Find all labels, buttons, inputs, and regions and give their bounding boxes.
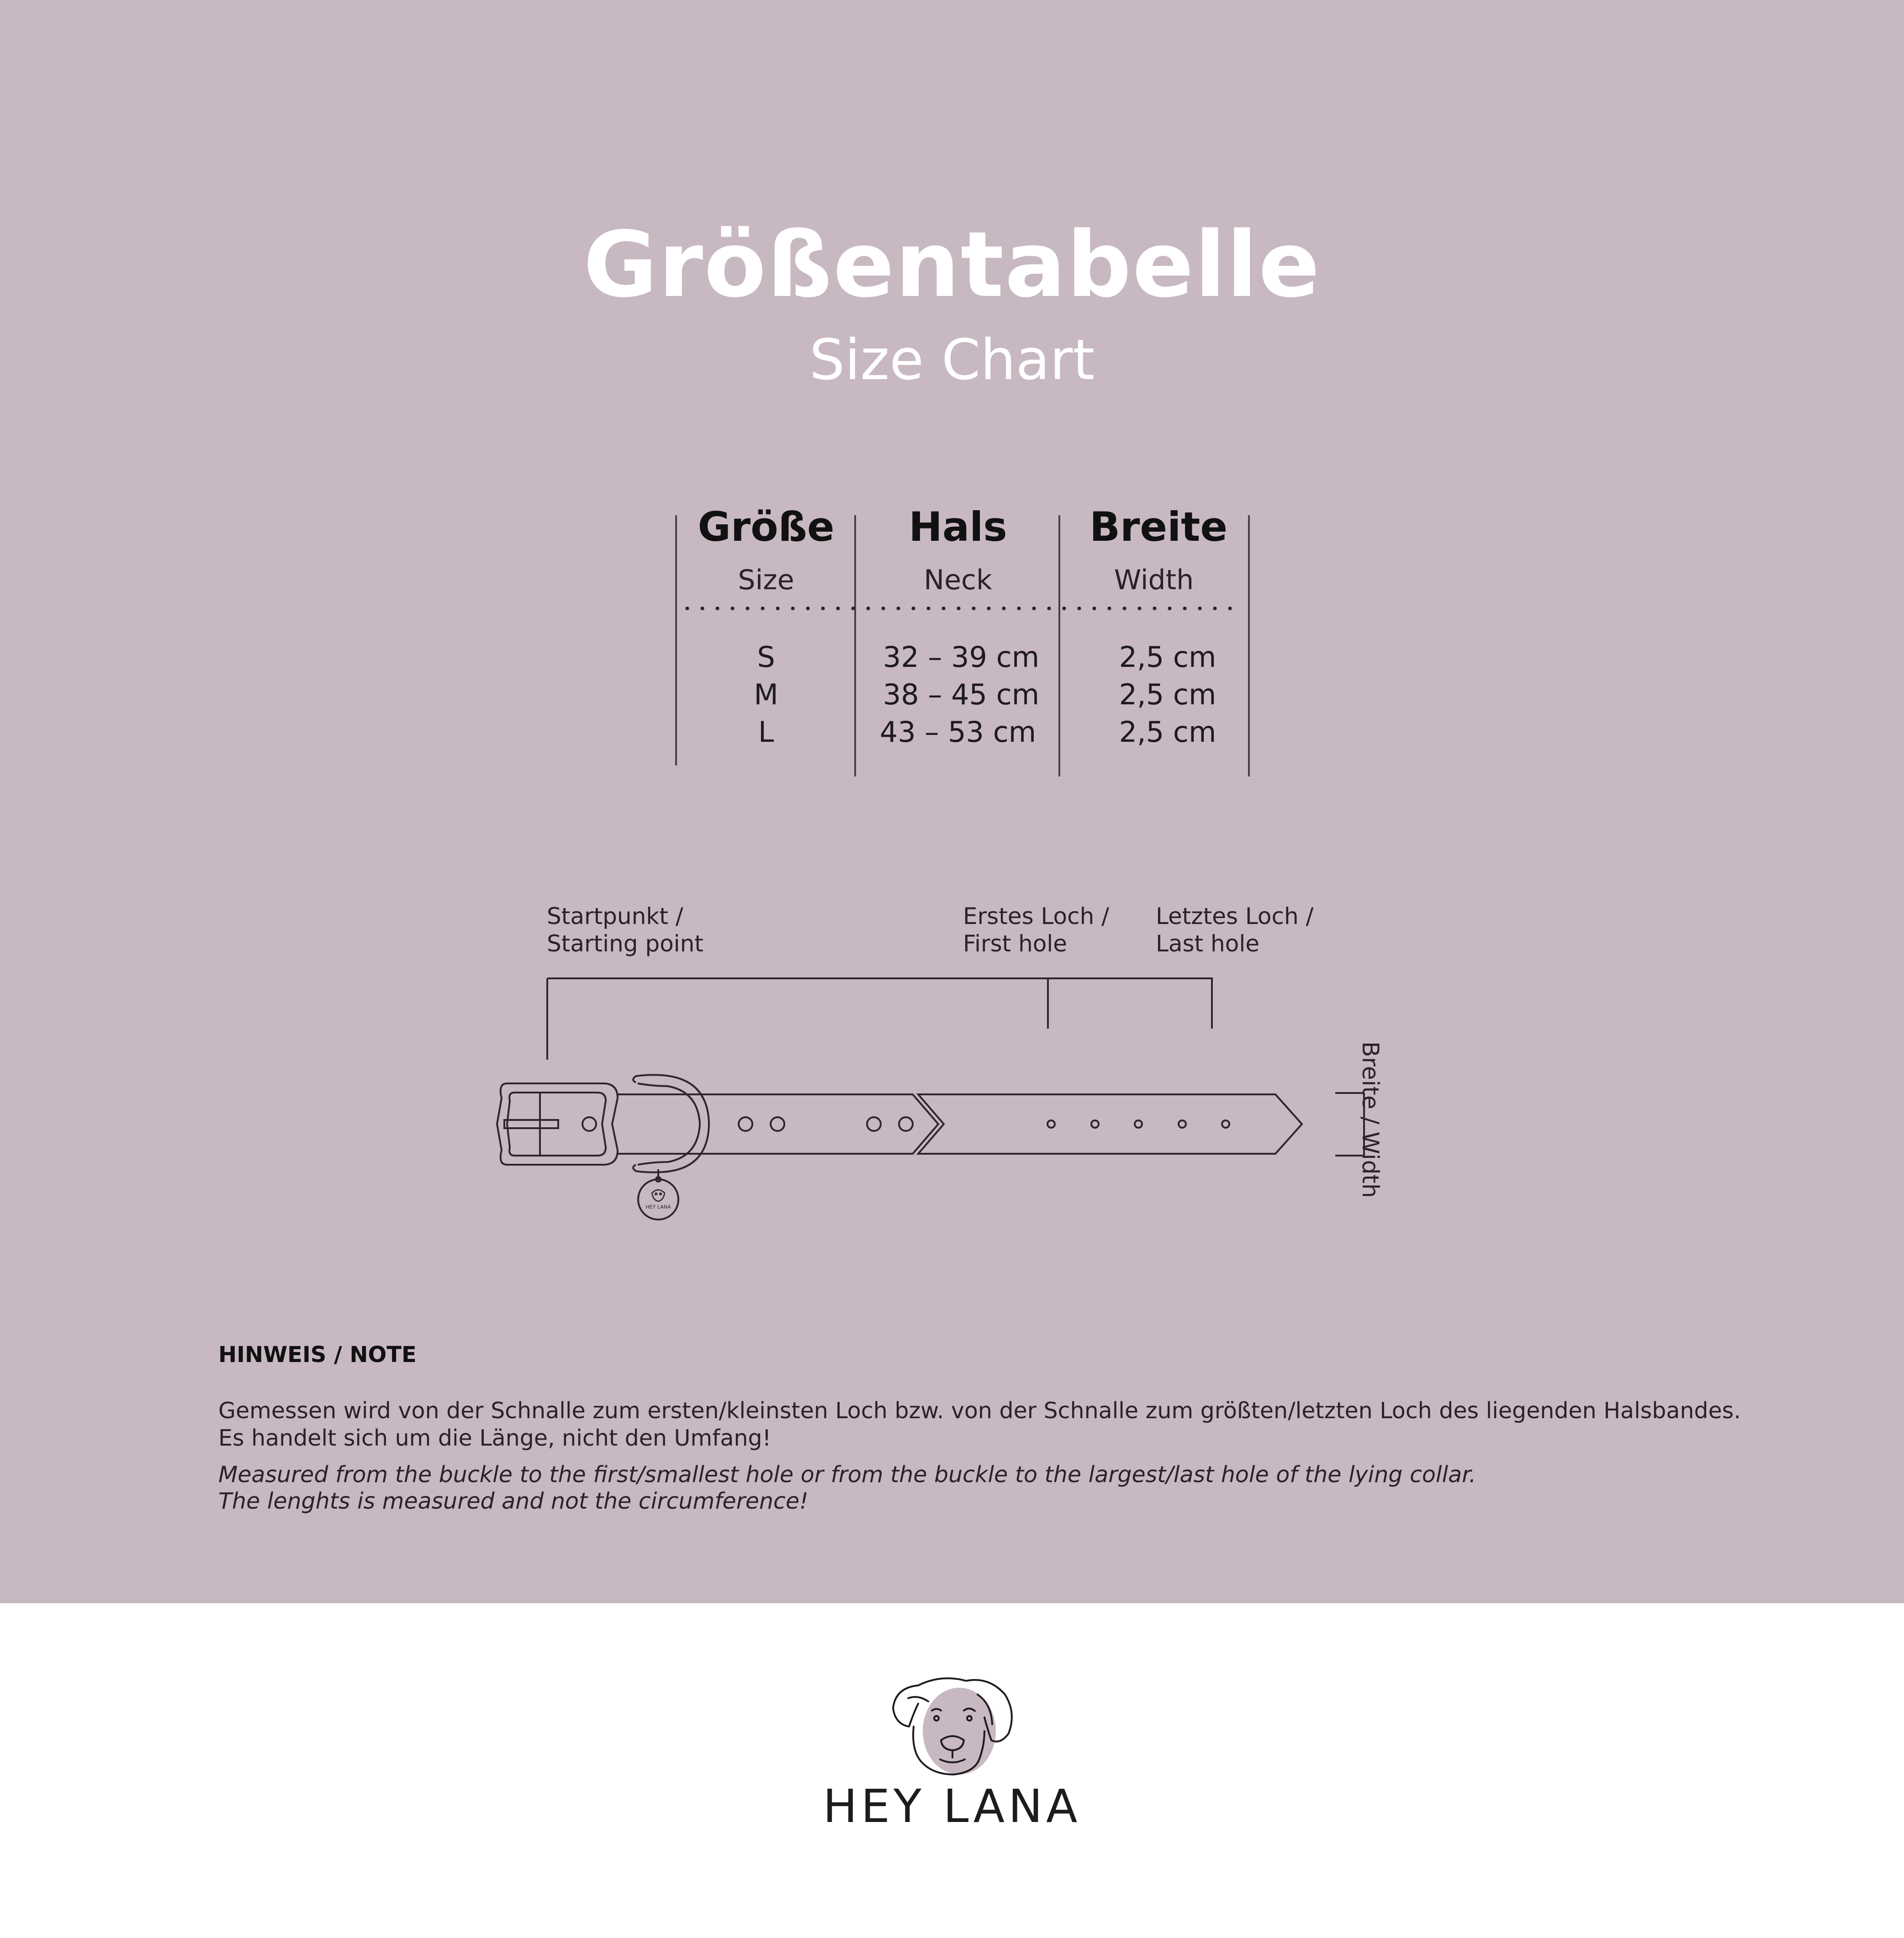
brand-name: HEY LANA: [823, 1780, 1081, 1833]
page-subtitle: Size Chart: [809, 327, 1095, 392]
keeper-loop: [633, 1075, 709, 1172]
page-title: Größentabelle: [583, 212, 1321, 317]
note-en-line2: The lenghts is measured and not the circumference!: [218, 1488, 809, 1514]
measurement-bracket: [547, 978, 1213, 1060]
column-heading-neck: Hals: [909, 503, 1007, 550]
column-subheading-size: Size: [738, 564, 794, 596]
tag-text: HEY LANA: [645, 1204, 671, 1210]
buckle-icon: [497, 1083, 618, 1165]
column-subheading-neck: Neck: [924, 564, 992, 596]
width-cell: 2,5 cm: [1119, 715, 1216, 749]
start-label-line1: Startpunkt /: [547, 903, 683, 929]
name-tag-icon: [638, 1169, 678, 1220]
column-subheading-width: Width: [1114, 564, 1194, 596]
collar-strap: [618, 1094, 1302, 1154]
start-label-line2: Starting point: [547, 930, 703, 957]
neck-cell: 32 – 39 cm: [883, 640, 1040, 674]
size-cell: M: [754, 678, 778, 711]
note-heading: HINWEIS / NOTE: [218, 1342, 417, 1368]
size-cell: L: [758, 715, 774, 749]
neck-cell: 43 – 53 cm: [879, 715, 1037, 749]
width-cell: 2,5 cm: [1119, 678, 1216, 711]
width-label: Breite / Width: [1357, 1041, 1384, 1198]
last-hole-label-line2: Last hole: [1156, 930, 1259, 957]
note-de-line1: Gemessen wird von der Schnalle zum ersten/kleinsten Loch bzw. von der Schnalle zum größten/letzten Loch des liegenden Halsbandes.: [218, 1398, 1741, 1424]
neck-cell: 38 – 45 cm: [883, 678, 1040, 711]
tag-logo-icon: [652, 1190, 665, 1201]
column-heading-width: Breite: [1089, 503, 1228, 550]
column-heading-size: Größe: [698, 503, 835, 550]
last-hole-label-line1: Letztes Loch /: [1156, 903, 1314, 929]
width-cell: 2,5 cm: [1119, 640, 1216, 674]
first-hole-label-line2: First hole: [963, 930, 1068, 957]
size-cell: S: [757, 640, 775, 674]
note-en-line1: Measured from the buckle to the first/smallest hole or from the buckle to the largest/last hole of the lying collar.: [218, 1462, 1476, 1488]
collar-holes: [739, 1117, 1229, 1131]
dog-logo-icon: [886, 1676, 1023, 1781]
first-hole-label-line1: Erstes Loch /: [963, 903, 1109, 929]
width-bracket: [1335, 1093, 1364, 1156]
note-de-line2: Es handelt sich um die Länge, nicht den Umfang!: [218, 1425, 772, 1451]
